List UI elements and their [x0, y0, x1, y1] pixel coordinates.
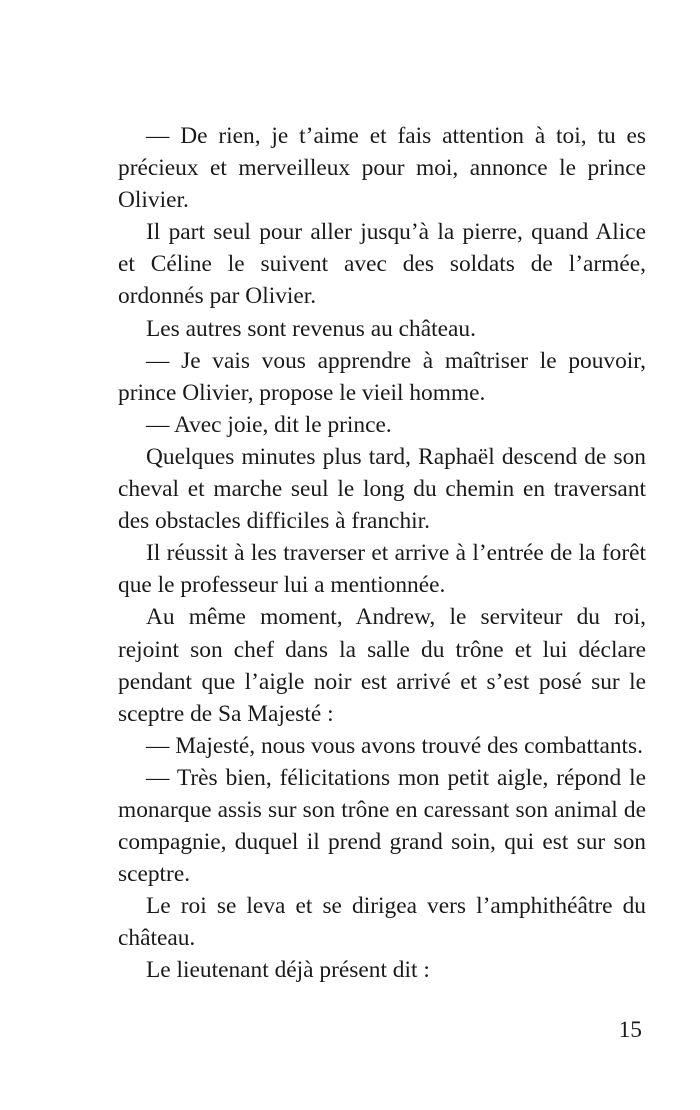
paragraph: — Je vais vous apprendre à maîtriser le pouvoir, prince Olivier, propose le vieil homme. [118, 347, 646, 406]
paragraph: Il part seul pour aller jusqu’à la pierre, quand Alice et Céline le suivent avec des soldats de l’armée, ordonnés par Olivier. [118, 219, 646, 310]
paragraph: — De rien, je t’aime et fais attention à toi, tu es précieux et merveilleux pour moi, annonce le prince Olivier. [118, 123, 646, 214]
page-body [118, 120, 646, 987]
paragraph: Quelques minutes plus tard, Raphaël descend de son cheval et marche seul le long du chemin en traversant des obstacles difficiles à franchir. [118, 443, 646, 535]
paragraph: Les autres sont revenus au château. [146, 315, 476, 342]
paragraph: Au même moment, Andrew, le serviteur du roi, rejoint son chef dans la salle du trône et lui déclare pendant que l’aigle noir est arrivé et s’est posé sur le sceptre de Sa Majesté : [118, 604, 646, 727]
paragraph: — Avec joie, dit le prince. [146, 411, 392, 438]
paragraph: Il réussit à les traverser et arrive à l’entrée de la forêt que le professeur lui a mentionnée. [118, 540, 646, 599]
page-number: 15 [618, 1017, 642, 1043]
paragraph: Le roi se leva et se dirigea vers l’amphithéâtre du château. [118, 893, 646, 952]
paragraph: — Très bien, félicitations mon petit aigle, répond le monarque assis sur son trône en caressant son animal de compagnie, duquel il prend grand soin, qui est sur son sceptre. [118, 764, 646, 888]
paragraph: — Majesté, nous vous avons trouvé des combattants. [146, 732, 643, 759]
paragraph: Le lieutenant déjà présent dit : [146, 957, 430, 984]
